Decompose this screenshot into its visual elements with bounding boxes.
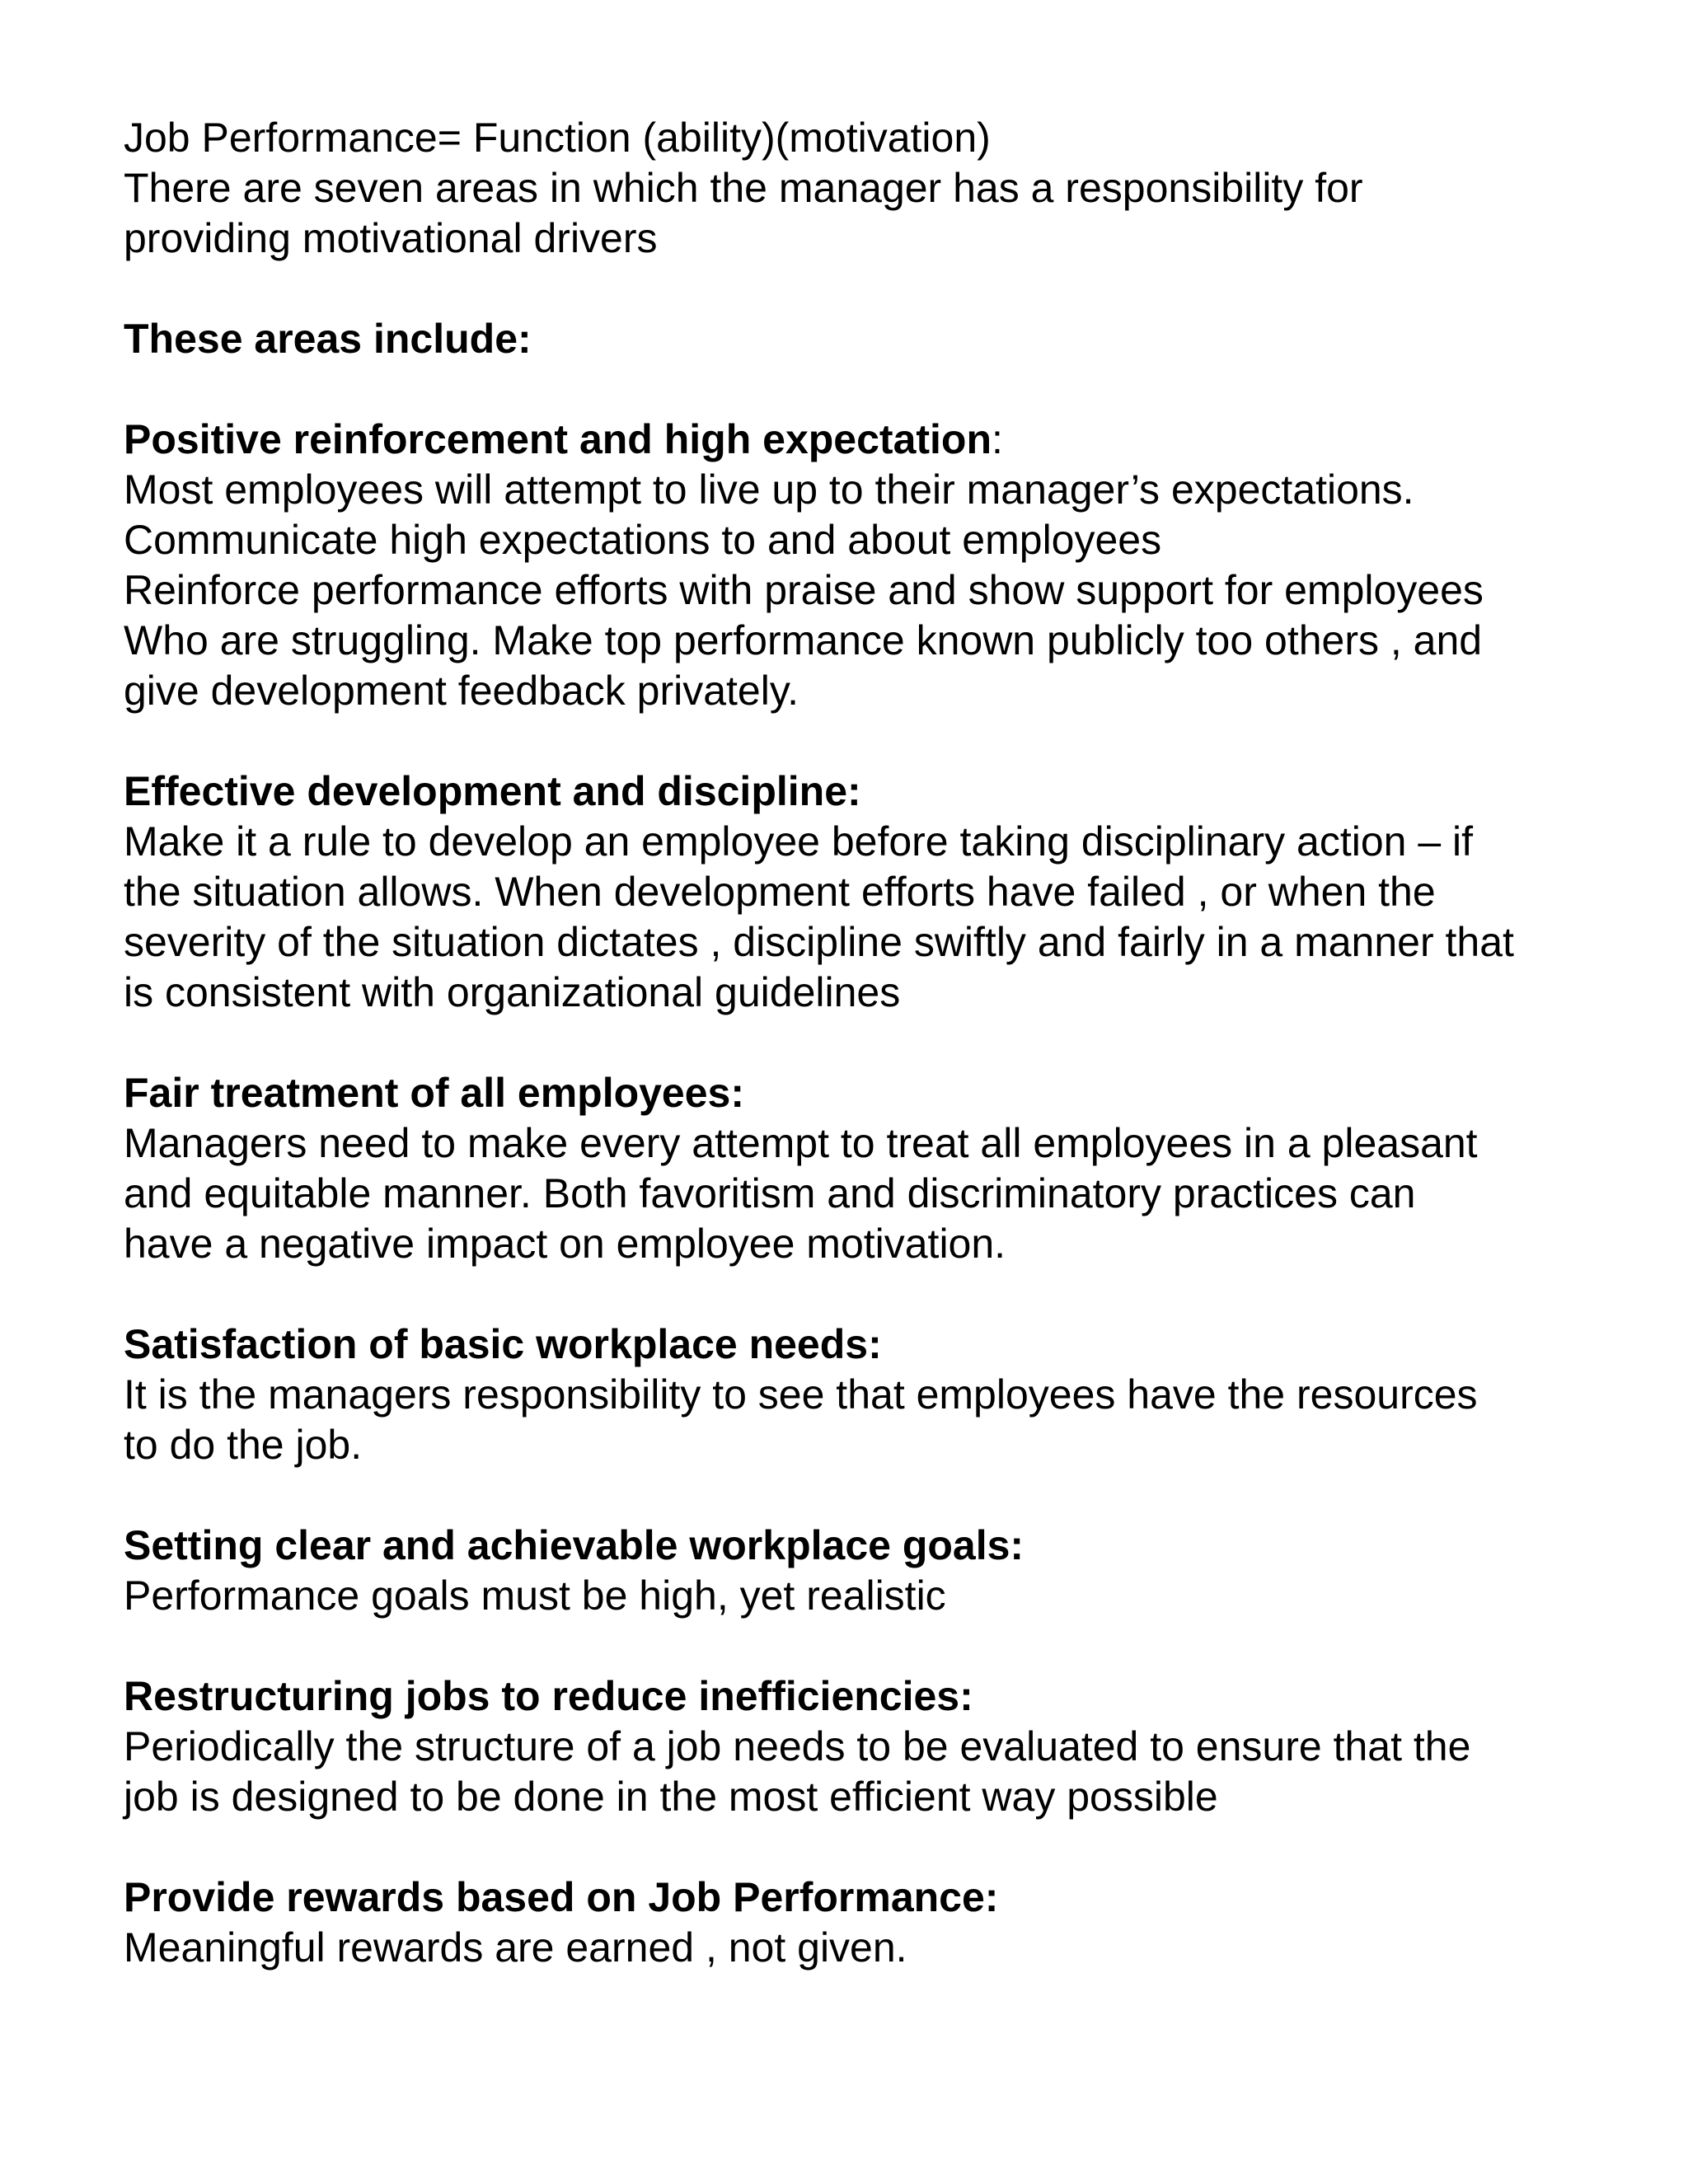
section-body-line: is consistent with organizational guidelines <box>124 969 901 1015</box>
section-heading: Positive reinforcement and high expectation <box>124 416 992 462</box>
section-heading-line <box>124 415 1657 465</box>
section-rewards <box>124 1872 1657 1973</box>
section-body-line: the situation allows. When development efforts have failed , or when the <box>124 869 1436 915</box>
section-body-line: have a negative impact on employee motivation. <box>124 1221 1006 1267</box>
section-restructuring-jobs <box>124 1671 1657 1822</box>
section-body-line: Meaningful rewards are earned , not given. <box>124 1924 907 1971</box>
section-body-line: Reinforce performance efforts with praise and show support for employees <box>124 567 1484 613</box>
section-workplace-goals <box>124 1521 1657 1621</box>
paragraph-gap <box>124 1470 1657 1521</box>
section-body-line: Managers need to make every attempt to treat all employees in a pleasant <box>124 1120 1478 1166</box>
section-body-line: to do the job. <box>124 1422 363 1468</box>
paragraph-gap <box>124 1269 1657 1319</box>
formula-line: Job Performance= Function (ability)(motivation) <box>124 115 991 161</box>
areas-heading: These areas include: <box>124 316 532 362</box>
section-heading: Effective development and discipline: <box>124 768 861 814</box>
section-workplace-needs <box>124 1319 1657 1470</box>
section-heading: Provide rewards based on Job Performance: <box>124 1874 999 1920</box>
paragraph-gap <box>124 364 1657 415</box>
section-heading: Setting clear and achievable workplace goals: <box>124 1522 1025 1568</box>
section-body-line: Make it a rule to develop an employee before taking disciplinary action – if <box>124 818 1474 865</box>
paragraph-gap <box>124 264 1657 314</box>
areas-heading-paragraph <box>124 314 1657 364</box>
section-body-line: Most employees will attempt to live up to their manager’s expectations. <box>124 466 1414 513</box>
section-heading-colon: : <box>992 416 1003 462</box>
section-body-line: and equitable manner. Both favoritism and discriminatory practices can <box>124 1170 1416 1216</box>
section-body-line: Performance goals must be high, yet realistic <box>124 1572 946 1619</box>
section-body-line: job is designed to be done in the most efficient way possible <box>124 1774 1218 1820</box>
paragraph-gap <box>124 1018 1657 1068</box>
intro-paragraph <box>124 113 1657 264</box>
intro-line: providing motivational drivers <box>124 215 658 261</box>
section-fair-treatment <box>124 1068 1657 1269</box>
intro-line: There are seven areas in which the manager has a responsibility for <box>124 165 1363 211</box>
section-heading: Fair treatment of all employees: <box>124 1070 745 1116</box>
section-heading: Restructuring jobs to reduce inefficiencies: <box>124 1673 973 1719</box>
section-body-line: Who are struggling. Make top performance known publicly too others , and <box>124 617 1483 663</box>
paragraph-gap <box>124 716 1657 766</box>
paragraph-gap <box>124 1822 1657 1872</box>
section-body-line: give development feedback privately. <box>124 668 799 714</box>
paragraph-gap <box>124 1621 1657 1671</box>
section-body-line: Periodically the structure of a job needs to be evaluated to ensure that the <box>124 1723 1471 1769</box>
section-body-line: severity of the situation dictates , discipline swiftly and fairly in a manner that <box>124 919 1514 965</box>
document-body <box>124 113 1657 1973</box>
section-development-discipline <box>124 766 1657 1018</box>
section-body-line: Communicate high expectations to and about employees <box>124 517 1162 563</box>
section-body-line: It is the managers responsibility to see that employees have the resources <box>124 1371 1478 1418</box>
section-positive-reinforcement <box>124 415 1657 716</box>
section-heading: Satisfaction of basic workplace needs: <box>124 1321 882 1367</box>
